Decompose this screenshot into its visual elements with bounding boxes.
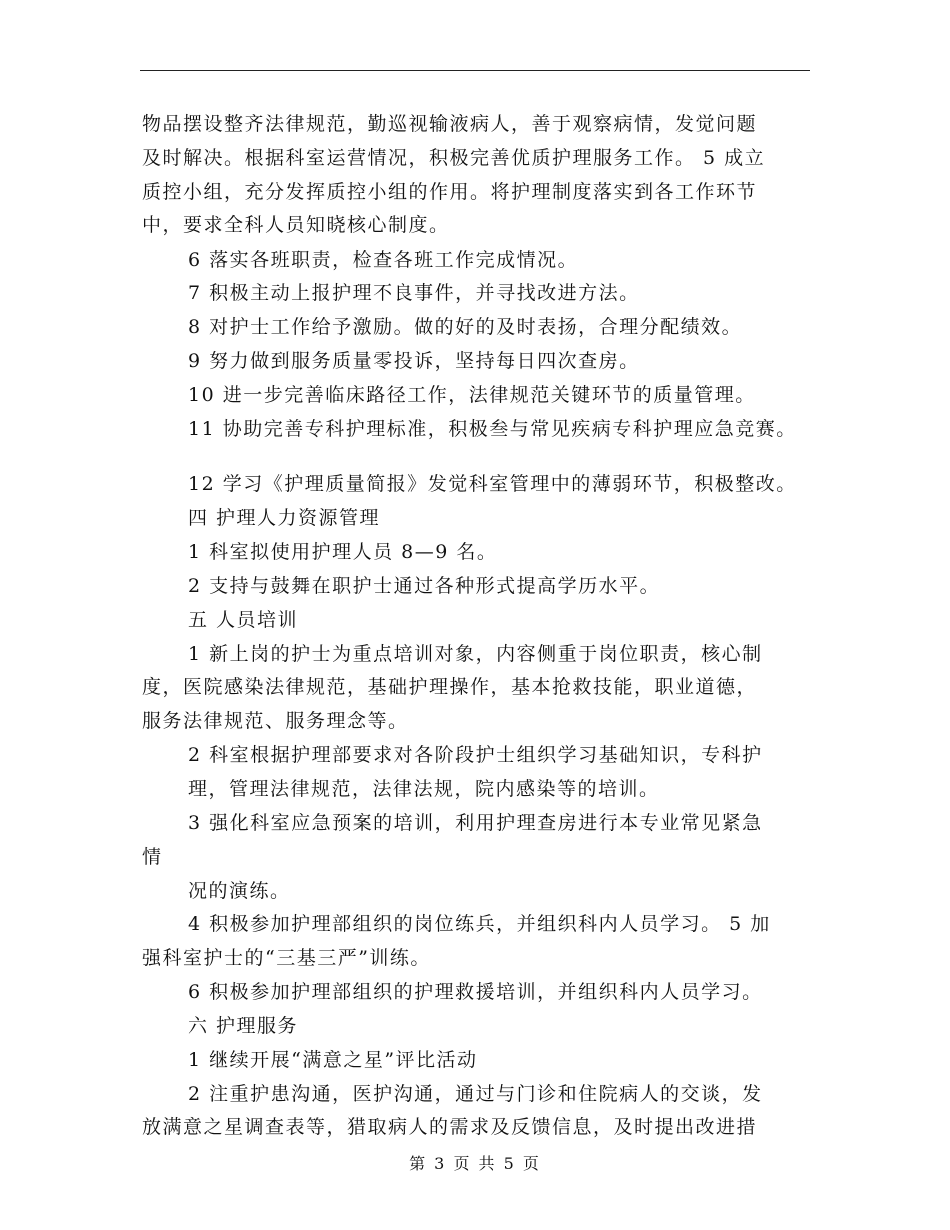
section-heading: 五 人员培训	[188, 609, 299, 631]
text-line: 理，管理法律规范，法律法规，院内感染等的培训。	[188, 778, 660, 800]
text-line: 11 协助完善专科护理标准，积极叁与常见疾病专科护理应急竞赛。	[188, 418, 797, 440]
text-line: 物品摆设整齐法律规范，勤巡视输液病人，善于观察病情，发觉问题	[142, 113, 758, 135]
text-line: 1 新上岗的护士为重点培训对象，内容侧重于岗位职责，核心制	[188, 643, 763, 665]
text-line: 质控小组，充分发挥质控小组的作用。将护理制度落实到各工作环节	[142, 181, 758, 203]
text-line: 况的演练。	[188, 880, 291, 902]
text-line: 放满意之星调查表等，猎取病人的需求及反馈信息，及时提出改进措	[142, 1116, 758, 1138]
text-line: 2 科室根据护理部要求对各阶段护士组织学习基础知识，专科护	[188, 744, 763, 766]
text-line: 6 落实各班职责，检查各班工作完成情况。	[188, 249, 579, 271]
text-line: 7 积极主动上报护理不良事件，并寻找改进方法。	[188, 282, 640, 304]
text-line: 4 积极参加护理部组织的岗位练兵，并组织科内人员学习。 5 加	[188, 913, 771, 935]
text-line: 2 注重护患沟通，医护沟通，通过与门诊和住院病人的交谈，发	[188, 1083, 763, 1105]
text-line: 6 积极参加护理部组织的护理救援培训，并组织科内人员学习。	[188, 981, 763, 1003]
text-line: 情	[142, 846, 163, 868]
text-line: 3 强化科室应急预案的培训，利用护理查房进行本专业常见紧急	[188, 812, 763, 834]
text-line: 及时解决。根据科室运营情况，积极完善优质护理服务工作。 5 成立	[142, 147, 766, 169]
text-line: 服务法律规范、服务理念等。	[142, 710, 409, 732]
section-heading: 四 护理人力资源管理	[188, 507, 381, 529]
text-line: 8 对护士工作给予激励。做的好的及时表扬，合理分配绩效。	[188, 316, 743, 338]
section-heading: 六 护理服务	[188, 1015, 299, 1037]
text-line: 1 科室拟使用护理人员 8—9 名。	[188, 541, 498, 563]
text-line: 度，医院感染法律规范，基础护理操作，基本抢救技能，职业道德，	[142, 676, 758, 698]
text-line: 强科室护士的“三基三严”训练。	[142, 947, 431, 969]
text-line: 10 进一步完善临床路径工作，法律规范关键环节的质量管理。	[188, 384, 756, 406]
text-line: 中，要求全科人员知晓核心制度。	[142, 214, 450, 236]
text-line: 12 学习《护理质量简报》发觉科室管理中的薄弱环节，积极整改。	[188, 473, 797, 495]
text-line: 1 继续开展“满意之星”评比活动	[188, 1049, 478, 1071]
text-line: 2 支持与鼓舞在职护士通过各种形式提高学历水平。	[188, 575, 661, 597]
text-line: 9 努力做到服务质量零投诉，坚持每日四次查房。	[188, 350, 640, 372]
page-number: 第 3 页 共 5 页	[409, 1154, 541, 1173]
